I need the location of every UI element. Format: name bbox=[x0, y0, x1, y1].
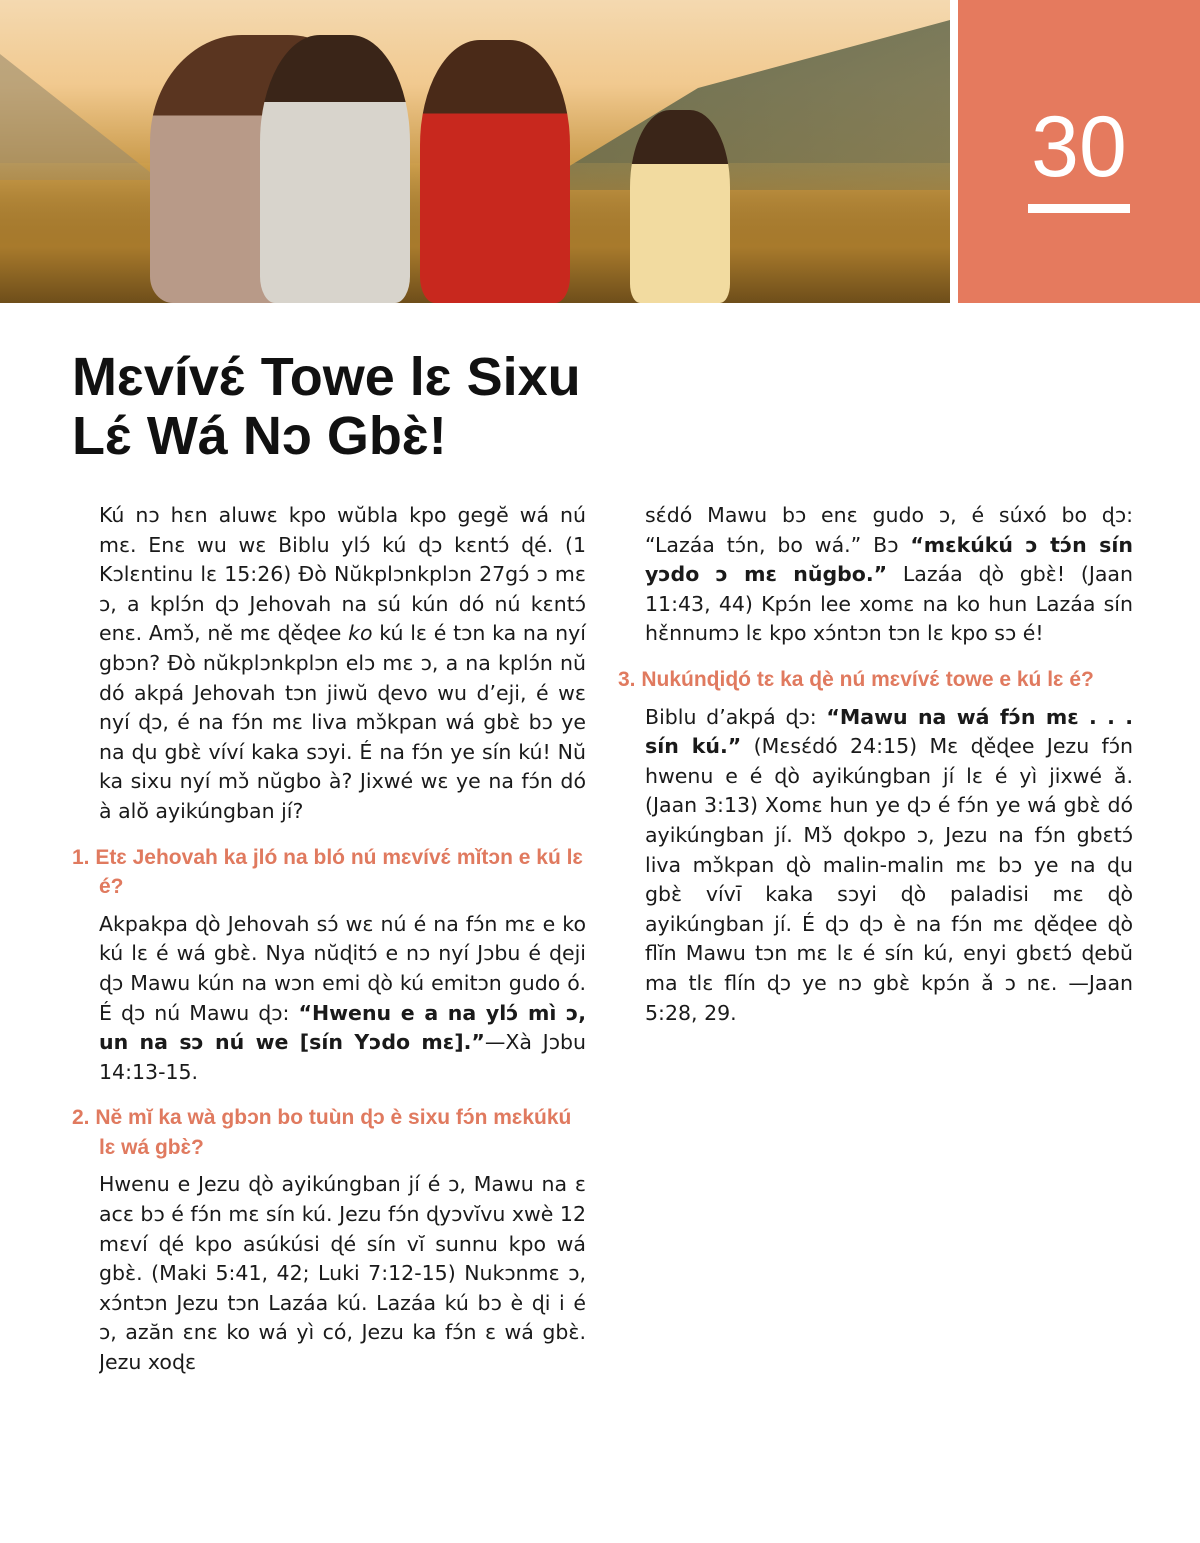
mother-figure bbox=[420, 40, 570, 303]
section-paragraph-2 bbox=[99, 1170, 586, 1377]
text: Lazáa ɖò gbɛ̀! (Jaan 11:43, 44) Kpɔ́n lee xomɛ na ko hun Lazáa sín hɛ̌nnumɔ lɛ kpo xɔ́ntɔn tɔn lɛ kpo sɔ é! bbox=[645, 562, 1133, 646]
section-heading-3: 3. Nukúnɖiɖó tɛ ka ɖè nú mɛvívɛ́ towe e kú lɛ é? bbox=[618, 667, 1094, 691]
hero-photo-family bbox=[0, 0, 950, 303]
bold-quote: “Hwenu e a na ylɔ́ mì ɔ, un na sɔ nú we [sín Yɔdo mɛ].” bbox=[99, 1000, 586, 1055]
badge-underline bbox=[1028, 204, 1130, 213]
section-paragraph-1 bbox=[99, 910, 586, 1088]
scripture-reference: —Xà Jɔbu 14:13-15. bbox=[99, 1030, 586, 1084]
section-heading-1: 1. Etɛ Jehovah ka jló na bló nú mɛvívɛ́ mǐtɔn e kú lɛ é? bbox=[72, 845, 583, 899]
text: Akpakpa ɖò Jehovah sɔ́ wɛ nú é na fɔ́n mɛ e ko kú lɛ é wá gbɛ̀. Nya nŭɖitɔ́ e nɔ nyí Jɔbu é ɖeji ɖɔ Mawu kún na wɔn emi ɖò kú emitɔn gudo ó. É ɖɔ nú Mawu ɖɔ: bbox=[99, 911, 586, 1025]
text: kú lɛ é tɔn ka na nyí gbɔn? Ðò nŭkplɔnkplɔn elɔ mɛ ɔ, a na kplɔ́n nŭ dó akpá Jehovah tɔn jiwŭ ɖevo wu d’eji, é wɛ nyí ɖɔ, é na fɔ́n mɛ liva mɔ̌kpan wá gbɛ̀ bɔ ye na ɖu gbɛ̀ víví kaka sɔyi. É na fɔ́n ye sín kú! Nŭ ka sixu nyí mɔ̌ nŭgbo à? Jixwé wɛ ye na fɔ́n dó à alŏ ayikúngban jí? bbox=[99, 621, 586, 823]
section-heading-2: 2. Nĕ mĭ ka wà gbɔn bo tuùn ɖɔ è sixu fɔ́n mɛkúkú lɛ wá gbɛ̀? bbox=[72, 1106, 572, 1159]
bold-quote: “Mawu na wá fɔ́n mɛ . . . sín kú.” bbox=[645, 704, 1134, 759]
lesson-number: 30 bbox=[1031, 99, 1127, 195]
mountain-left bbox=[0, 40, 160, 180]
text: Kú nɔ hɛn aluwɛ kpo wŭbla kpo gegĕ wá nú mɛ. Enɛ wu wɛ Biblu ylɔ́ kú ɖɔ kɛntɔ́ ɖé. (1 Kɔlɛntinu lɛ 15:26) Ðò Nŭkplɔnkplɔn 27gɔ́ ɔ mɛ ɔ, a kplɔ́n ɖɔ Jehovah na sú kún dó nú kɛntɔ́ enɛ. Amɔ̌, nĕ mɛ ɖěɖee bbox=[99, 503, 586, 646]
text: Hwenu e Jezu ɖò ayikúngban jí é ɔ, Mawu na ɛ acɛ bɔ é fɔ́n mɛ sín kú. Jezu fɔ́n ɖyɔvĭvu xwè 12 mɛví ɖé kpo asúkúsi ɖé sín vĭ sunnu kpo wá gbɛ̀. (Maki 5:41, 42; Luki 7:12-15) Nukɔnmɛ ɔ, xɔ́ntɔn Jezu tɔn Lazáa kú. Lazáa kú bɔ è ɖi i é ɔ, azăn ɛnɛ ko wá yì có, Jezu ka fɔ́n ɛ wá gbɛ̀. Jezu xoɖɛ bbox=[99, 1172, 586, 1375]
lesson-number-badge bbox=[958, 0, 1200, 303]
right-column bbox=[618, 501, 1133, 1044]
section-paragraph-3 bbox=[645, 703, 1133, 1029]
title-line-2: Lɛ́ Wá Nɔ Gbɛ̀! bbox=[72, 406, 447, 466]
text: sɛ́dó Mawu bɔ enɛ gudo ɔ, é súxó bo ɖɔ: “Lazáa tɔ́n, bo wá.” Bɔ bbox=[645, 503, 1133, 557]
text: (Mɛsɛ́dó 24:15) Mɛ ɖěɖee Jezu fɔ́n hwenu e é ɖò ayikúngban jí lɛ é yì jixwé ǎ. (Jaan 3:13) Xomɛ hun ye ɖɔ é fɔ́n ye wá gbɛ̀ dó ayikúngban jí. Mɔ̌ ɖokpo ɔ, Jezu na fɔ́n gbɛtɔ́ liva mɔ̌kpan ɖò malin-malin mɛ bɔ ye na ɖu gbɛ̀ vívī kaka sɔyi ɖò paladisi mɛ ɖò ayikúngban jí. É ɖɔ ɖɔ è na fɔ́n mɛ ɖěɖee ɖò flĭn Mawu tɔn mɛ lɛ é sín kú, enyi gbɛtɔ́ ɖebŭ ma tlɛ flín ɖɔ ye nɔ gbɛ̀ kpɔ́n ǎ ɔ nɛ. —Jaan 5:28, 29. bbox=[645, 734, 1133, 1025]
italic-text: ko bbox=[348, 621, 373, 646]
text: Biblu d’akpá ɖɔ: bbox=[645, 704, 827, 729]
intro-paragraph bbox=[99, 501, 586, 827]
son-figure bbox=[260, 35, 410, 303]
daughter-figure bbox=[630, 110, 730, 303]
page-title bbox=[72, 348, 581, 466]
section-paragraph-2-continued bbox=[645, 501, 1133, 649]
title-line-1: Mɛvívɛ́ Towe lɛ Sixu bbox=[72, 347, 581, 407]
left-column bbox=[72, 501, 586, 1394]
bold-quote: “mɛkúkú ɔ tɔ́n sín yɔdo ɔ mɛ nŭgbo.” bbox=[645, 532, 1133, 587]
